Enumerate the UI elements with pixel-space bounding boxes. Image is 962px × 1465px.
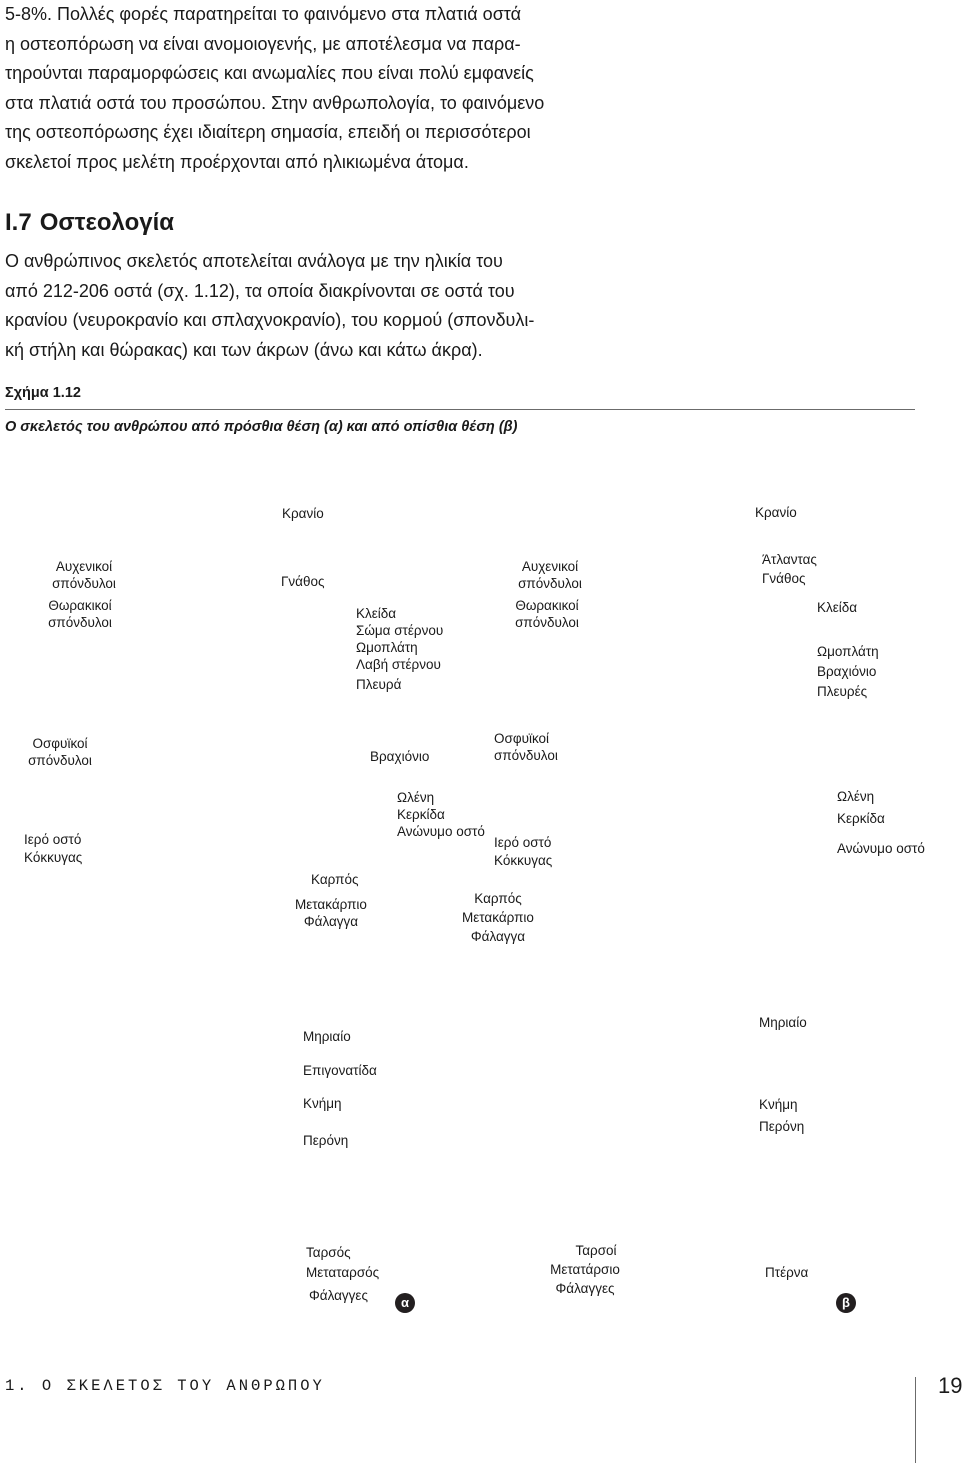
front-femur-label: Μηριαίο <box>303 1029 351 1044</box>
manubrium-label: Λαβή στέρνου <box>356 657 441 672</box>
front-tibia-label: Κνήμη <box>303 1096 342 1111</box>
back-cervical-label <box>510 558 590 592</box>
label-line: σπόνδυλοι <box>28 753 92 768</box>
carpus-label: Καρπός <box>474 891 522 906</box>
label-line: σπόνδυλοι <box>515 615 579 630</box>
section-title: Οστεολογία <box>39 209 175 236</box>
coccyx-label: Κόκκυγας <box>494 853 553 868</box>
jaw-label: Γνάθος <box>762 571 806 586</box>
sacrum-label: Ιερό οστό <box>24 832 82 847</box>
back-femur-label: Μηριαίο <box>759 1015 807 1030</box>
label-line: Οσφυϊκοί <box>32 736 88 751</box>
tarsus-label: Ταρσός <box>306 1245 351 1260</box>
figure-label: Σχήμα 1.12 <box>5 385 81 401</box>
ulna-label: Ωλένη <box>397 790 435 805</box>
coccyx-label: Κόκκυγας <box>24 850 83 865</box>
front-pelvis-labels <box>24 831 82 866</box>
section-line: κρανίου (νευροκρανίο και σπλαχνοκρανίο), του κορμού (σπονδυλι- <box>5 310 535 330</box>
front-patella-label: Επιγονατίδα <box>303 1063 377 1078</box>
page-number: 19 <box>938 1373 962 1398</box>
section-line: κή στήλη και θώρακας) και των άκρων (άνω και κάτω άκρα). <box>5 339 483 360</box>
section-number: I.7 <box>5 209 32 236</box>
front-hand-labels <box>293 896 369 930</box>
intro-line: στα πλατιά οστά του προσώπου. Στην ανθρωπολογία, το φαινόμενο <box>5 92 545 113</box>
label-line: σπόνδυλοι <box>48 615 112 630</box>
innominate-label: Ανώνυμο οστό <box>397 824 485 839</box>
intro-line: της οστεοπόρωσης έχει ιδιαίτερη σημασία, επειδή οι περισσότεροι <box>5 122 531 142</box>
front-fibula-label: Περόνη <box>303 1133 349 1148</box>
back-radius-label: Κερκίδα <box>837 811 885 826</box>
back-heel-label: Πτέρνα <box>765 1265 809 1280</box>
back-fibula-label: Περόνη <box>759 1119 805 1134</box>
intro-line: τηρούνται παραμορφώσεις και ανωμαλίες που είναι πολύ εμφανείς <box>5 63 534 83</box>
scapula-label: Ωμοπλάτη <box>356 640 418 655</box>
front-cervical-label <box>44 558 124 592</box>
back-atlas-labels <box>762 551 817 587</box>
footer-divider <box>915 1377 916 1463</box>
metacarpal-label: Μετακάρπιο <box>295 897 367 912</box>
front-lumbar-label <box>20 735 100 769</box>
radius-label: Κερκίδα <box>397 807 445 822</box>
scapula-label: Ωμοπλάτη <box>817 644 879 659</box>
chapter-footer: 1. Ο ΣΚΕΛΕΤΟΣ ΤΟΥ ΑΝΘΡΩΠΟΥ <box>5 1377 325 1395</box>
back-pelvis-labels <box>494 834 552 869</box>
back-clavicle-label: Κλείδα <box>817 600 858 615</box>
label-line: Αυχενικοί <box>55 559 113 574</box>
front-chest-labels <box>356 605 443 693</box>
back-tibia-label: Κνήμη <box>759 1097 798 1112</box>
label-line: Οσφυϊκοί <box>494 731 550 746</box>
intro-paragraph <box>5 0 595 177</box>
back-hand-labels <box>460 890 536 945</box>
section-line: Ο ανθρώπινος σκελετός αποτελείται ανάλογα με την ηλικία του <box>5 251 503 271</box>
section-heading <box>5 205 174 241</box>
ribs-label: Πλευρές <box>817 684 868 699</box>
metatarsus-label: Μετατάρσιο <box>550 1262 620 1277</box>
front-thoracic-label <box>40 597 120 631</box>
figure-divider <box>5 409 915 410</box>
phalanx-label: Φάλαγγα <box>303 914 359 929</box>
label-line: Αυχενικοί <box>521 559 579 574</box>
metatarsus-label: Μεταταρσός <box>306 1265 380 1280</box>
front-foot-labels <box>306 1244 379 1304</box>
intro-line: 5-8%. Πολλές φορές παρατηρείται το φαινόμενο στα πλατιά οστά <box>5 4 522 24</box>
front-forearm-labels <box>397 789 485 840</box>
intro-line: η οστεοπόρωση να είναι ανομοιογενής, με αποτέλεσμα να παρα- <box>5 33 521 54</box>
humerus-label: Βραχιόνιο <box>817 664 877 679</box>
label-line: σπόνδυλοι <box>494 748 558 763</box>
tarsus-label: Ταρσοί <box>575 1243 617 1258</box>
label-line: Θωρακικοί <box>48 598 112 613</box>
metacarpal-label: Μετακάρπιο <box>462 910 534 925</box>
back-ulna-label: Ωλένη <box>837 789 875 804</box>
back-skull-label: Κρανίο <box>755 505 797 520</box>
intro-line: σκελετοί προς μελέτη προέρχονται από ηλικιωμένα άτομα. <box>5 151 469 172</box>
figure-caption: Ο σκελετός του ανθρώπου από πρόσθια θέση (α) και από οπίσθια θέση (β) <box>5 419 518 435</box>
phalanx-label: Φάλαγγα <box>470 929 526 944</box>
label-line: Θωρακικοί <box>515 598 579 613</box>
back-foot-labels <box>543 1242 627 1297</box>
front-carpus-label: Καρπός <box>311 872 359 887</box>
phalanges-label: Φάλαγγες <box>555 1281 615 1296</box>
section-paragraph <box>5 247 595 365</box>
front-jaw-label: Γνάθος <box>281 574 325 589</box>
label-line: σπόνδυλοι <box>518 576 582 591</box>
clavicle-label: Κλείδα <box>356 606 397 621</box>
front-humerus-label: Βραχιόνιο <box>370 749 430 764</box>
back-view-badge: β <box>836 1293 856 1313</box>
sacrum-label: Ιερό οστό <box>494 835 552 850</box>
atlas-label: Άτλαντας <box>762 552 817 567</box>
back-shoulder-labels <box>817 643 879 700</box>
front-skull-label: Κρανίο <box>282 506 324 521</box>
label-line: σπόνδυλοι <box>52 576 116 591</box>
section-line: από 212-206 οστά (σχ. 1.12), τα οποία διακρίνονται σε οστά του <box>5 280 515 301</box>
back-lumbar-label <box>494 730 558 764</box>
back-innominate-label: Ανώνυμο οστό <box>837 841 925 856</box>
back-thoracic-label <box>507 597 587 631</box>
sternum-body-label: Σώμα στέρνου <box>356 623 444 638</box>
rib-label: Πλευρά <box>356 677 402 692</box>
front-view-badge: α <box>395 1293 415 1313</box>
phalanges-label: Φάλαγγες <box>309 1288 368 1303</box>
